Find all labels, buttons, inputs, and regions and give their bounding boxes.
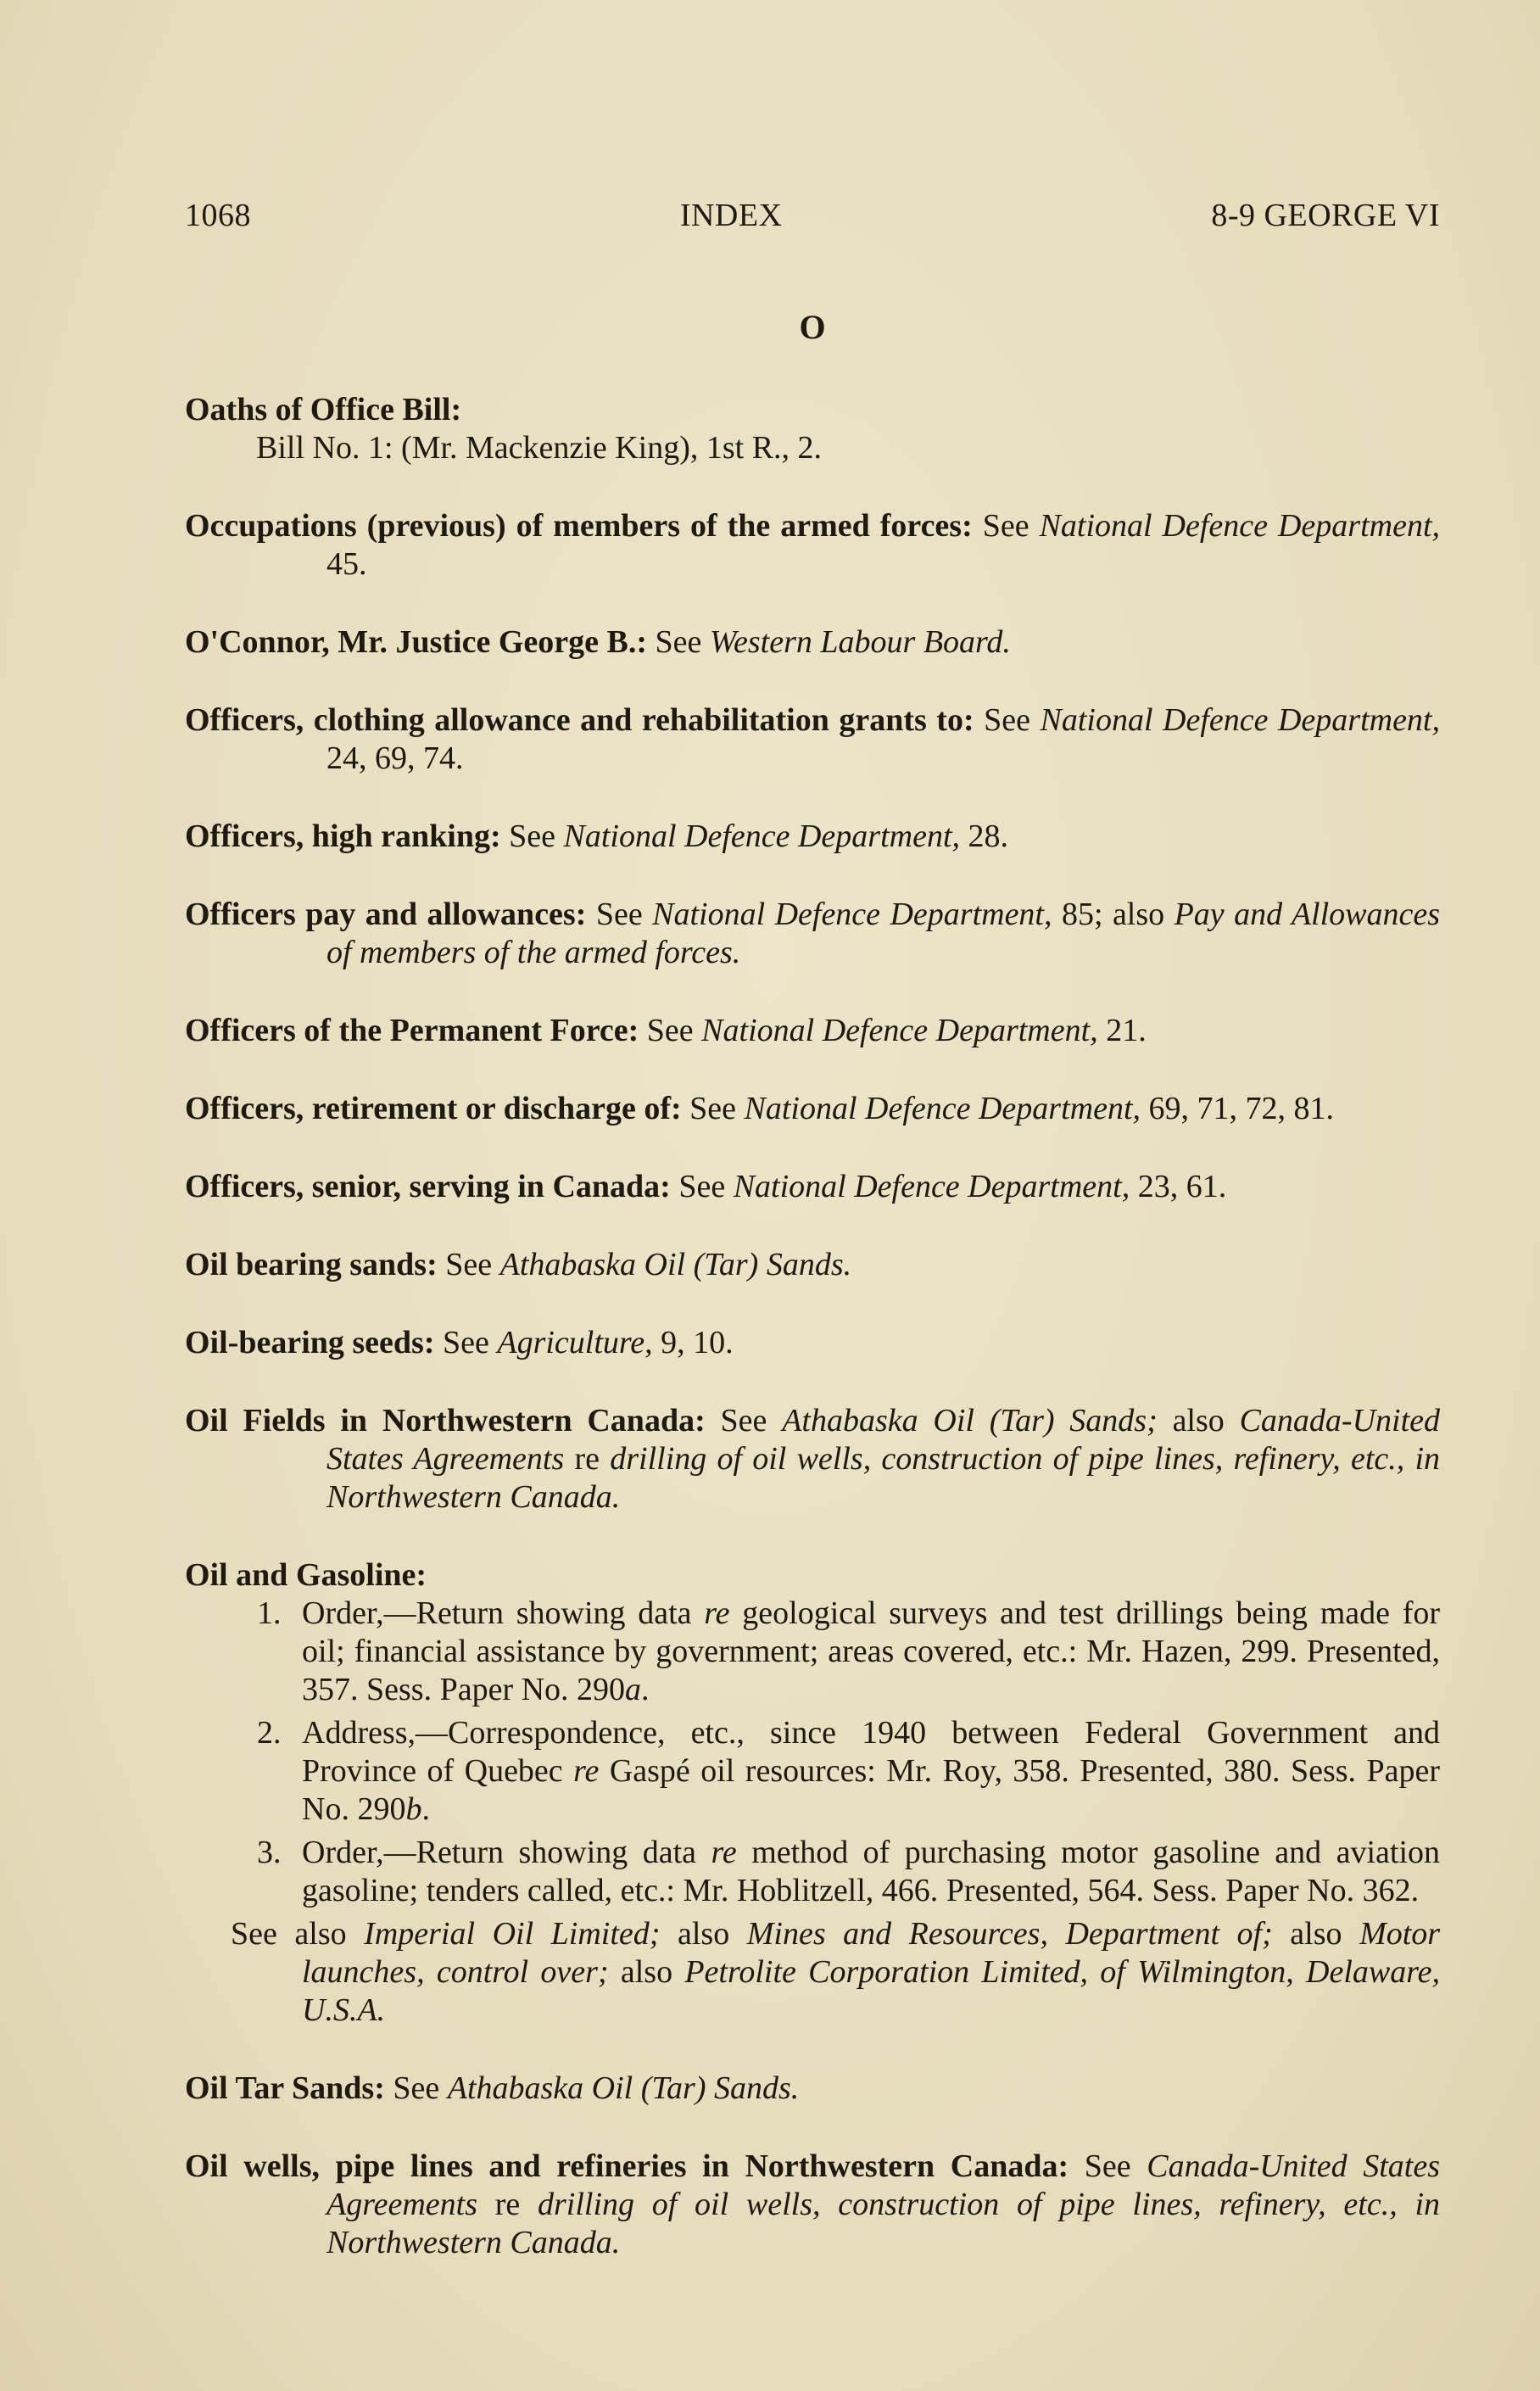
entry-heading: Officers, high ranking:: [185, 818, 501, 854]
cross-reference: drilling of oil wells, construction of pipe lines, refinery, etc., in Northwestern Canada.: [326, 1441, 1441, 1515]
page-refs: 85;: [1061, 897, 1103, 932]
cross-reference: Imperial Oil Limited;: [364, 1916, 661, 1952]
see-also-block: [185, 1915, 1440, 2030]
cross-reference: National Defence Department,: [1040, 702, 1440, 738]
cross-reference: National Defence Department,: [733, 1169, 1130, 1204]
see-label: See: [678, 1169, 726, 1204]
cross-reference: Canada-United States Agreements: [326, 1403, 1441, 1477]
cross-reference: Athabaska Oil (Tar) Sands.: [499, 1247, 852, 1282]
cross-reference: Motor launches, control over;: [302, 1916, 1441, 1990]
section-letter: O: [799, 308, 826, 346]
page-refs: 23, 61.: [1137, 1169, 1227, 1204]
item-text: Order,—Return showing data: [302, 1835, 697, 1870]
entry-heading: Officers, senior, serving in Canada:: [185, 1169, 671, 1204]
cross-reference: Mines and Resources, Department of;: [746, 1916, 1273, 1952]
cross-reference: National Defence Department,: [563, 818, 961, 854]
index-entry-senior: [185, 1168, 1440, 1206]
cross-reference: Agriculture,: [497, 1325, 653, 1360]
re-label: re: [494, 2187, 521, 2222]
entry-heading: Oil Tar Sands:: [185, 2070, 385, 2106]
index-entry-permanent: [185, 1012, 1440, 1050]
running-title: INDEX: [679, 198, 783, 233]
index-entry-oil-sands: [185, 1246, 1440, 1284]
index-entry-oil-tar: [185, 2070, 1440, 2108]
index-entry-oaths: [185, 391, 1440, 467]
see-label: See: [445, 1247, 493, 1282]
also-label: also: [1172, 1403, 1225, 1439]
list-item: [185, 1834, 1440, 1910]
item-text: Order,—Return showing data: [302, 1595, 692, 1631]
index-entry-oil-gasoline: [185, 1556, 1440, 2030]
see-label: See: [646, 1013, 694, 1048]
entry-heading: Oil-bearing seeds:: [185, 1325, 435, 1360]
item-text: geological surveys and test drillings being made for oil; financial assistance by government; areas covered, etc.: Mr. Hazen, 299. Presented, 357. Sess. Paper No. 290: [302, 1595, 1441, 1707]
entry-heading: Occupations (previous) of members of the armed forces:: [185, 508, 973, 544]
see-label: See: [393, 2070, 440, 2106]
see-also-label: See also: [231, 1916, 347, 1952]
entry-heading: Oaths of Office Bill:: [185, 392, 462, 427]
index-entries: [185, 391, 1440, 2262]
see-label: See: [982, 508, 1029, 544]
list-item: [185, 1714, 1440, 1829]
cross-reference: Petrolite Corporation Limited, of Wilmington, Delaware, U.S.A.: [302, 1954, 1441, 2028]
entry-heading: Oil bearing sands:: [185, 1247, 438, 1282]
see-label: See: [984, 702, 1030, 738]
cross-reference: Athabaska Oil (Tar) Sands;: [782, 1403, 1158, 1439]
list-item: [185, 1595, 1440, 1709]
item-end: .: [641, 1672, 650, 1707]
entry-line: Bill No. 1: (Mr. Mackenzie King), 1st R., 2.: [256, 430, 823, 466]
cross-reference: drilling of oil wells, construction of pipe lines, refinery, etc., in Northwestern Canada.: [326, 2187, 1440, 2260]
also-label: also: [677, 1916, 730, 1952]
see-label: See: [595, 897, 643, 932]
item-text: method of purchasing motor gasoline and aviation gasoline; tenders called, etc.: Mr. Hoblitzell, 466. Presented, 564. Sess. Paper No. 362.: [302, 1835, 1441, 1908]
page-refs: 28.: [968, 818, 1009, 854]
entry-heading: Oil and Gasoline:: [185, 1557, 427, 1593]
index-entry-clothing: [185, 701, 1440, 778]
also-label: also: [620, 1954, 673, 1990]
see-label: See: [509, 818, 555, 854]
entry-heading: Officers, clothing allowance and rehabilitation grants to:: [185, 702, 974, 738]
paper-suffix: b: [405, 1791, 422, 1827]
page-number: 1068: [185, 198, 251, 233]
index-entry-pay: [185, 896, 1440, 972]
index-entry-oil-wells: [185, 2148, 1440, 2262]
page-refs: 45.: [326, 546, 367, 582]
item-text: Address,—Correspondence, etc., since 1940 between Federal Government and Province of Quebec: [302, 1715, 1440, 1789]
entry-heading: Oil wells, pipe lines and refineries in Northwestern Canada:: [185, 2148, 1069, 2184]
cross-reference: Canada-United States Agreements: [326, 2148, 1441, 2222]
index-entry-oil-seeds: [185, 1324, 1440, 1362]
page-header: [185, 197, 1440, 234]
item-number: 1.: [257, 1595, 282, 1631]
also-label: also: [1112, 897, 1165, 932]
cross-reference: National Defence Department,: [744, 1091, 1141, 1126]
paper-suffix: a: [625, 1672, 642, 1707]
re-label: re: [574, 1441, 600, 1477]
index-entry-oconnor: [185, 623, 1440, 662]
item-number: 2.: [257, 1715, 282, 1751]
cross-reference: National Defence Department,: [1039, 508, 1440, 544]
see-label: See: [720, 1403, 767, 1439]
see-label: See: [689, 1091, 736, 1126]
entry-heading: Officers, retirement or discharge of:: [185, 1091, 682, 1126]
page-refs: 69, 71, 72, 81.: [1148, 1091, 1335, 1126]
cross-reference: Athabaska Oil (Tar) Sands.: [447, 2070, 800, 2106]
re-label: re: [711, 1835, 737, 1870]
also-label: also: [1290, 1916, 1342, 1952]
re-label: re: [573, 1753, 600, 1789]
cross-reference: Western Labour Board.: [709, 624, 1011, 660]
reign-label: 8-9 GEORGE VI: [1211, 198, 1440, 233]
index-entry-occupations: [185, 507, 1440, 584]
page-refs: 21.: [1106, 1013, 1147, 1048]
see-label: See: [1084, 2148, 1131, 2184]
index-entry-oil-fields: [185, 1402, 1440, 1517]
item-number: 3.: [257, 1835, 282, 1870]
index-entry-high-ranking: [185, 818, 1440, 856]
page-refs: 24, 69, 74.: [326, 740, 464, 776]
entry-heading: O'Connor, Mr. Justice George B.:: [185, 624, 647, 660]
see-label: See: [442, 1325, 489, 1360]
re-label: re: [704, 1595, 730, 1631]
cross-reference: National Defence Department,: [701, 1013, 1098, 1048]
see-label: See: [655, 624, 702, 660]
item-end: .: [421, 1791, 430, 1827]
cross-reference: National Defence Department,: [652, 897, 1052, 932]
page-refs: 9, 10.: [661, 1325, 734, 1360]
index-entry-retirement: [185, 1090, 1440, 1128]
entry-heading: Oil Fields in Northwestern Canada:: [185, 1403, 706, 1439]
cross-reference: Pay and Allowances of members of the armed forces.: [326, 897, 1441, 970]
entry-heading: Officers pay and allowances:: [185, 897, 587, 932]
entry-heading: Officers of the Permanent Force:: [185, 1013, 639, 1048]
item-text: Gaspé oil resources: Mr. Roy, 358. Presented, 380. Sess. Paper No. 290: [302, 1753, 1441, 1827]
